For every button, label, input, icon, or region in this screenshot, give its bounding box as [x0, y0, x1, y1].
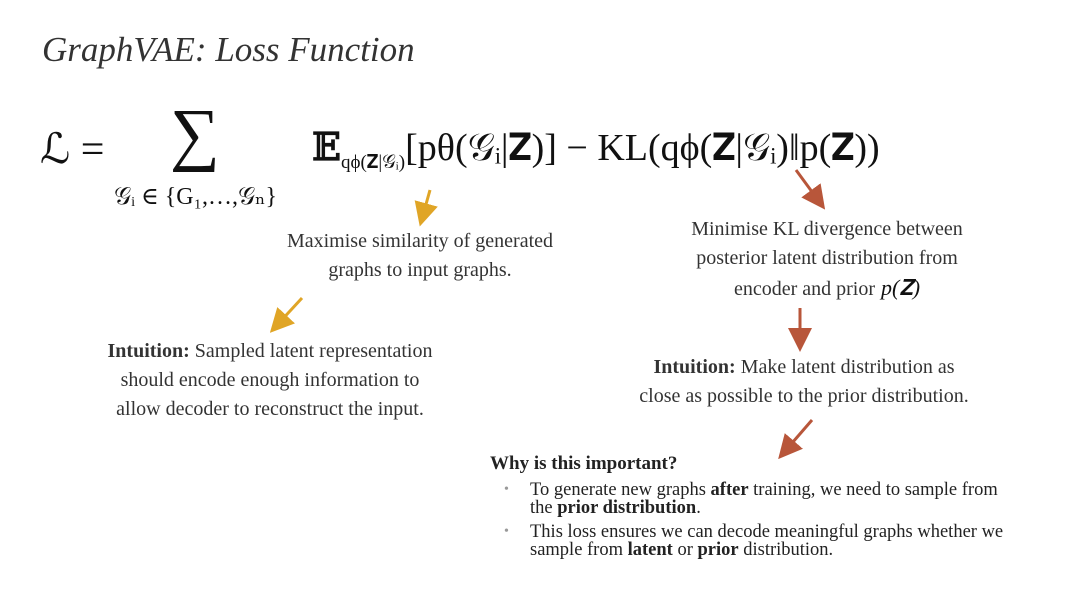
intuition-right-line-2: close as possible to the prior distribution.: [639, 385, 969, 407]
intuition-left-text-1: Sampled latent representation: [189, 340, 433, 362]
kl-line-3: encoder and prior: [733, 278, 875, 300]
prior-pz: p(𝐙): [881, 275, 921, 300]
intuition-right-text-1: Make latent distribution as: [735, 356, 955, 378]
bullet-icon: •: [504, 524, 509, 539]
bullet-2-text-a: This loss ensures we can decode meaningful graphs whether we sample from: [530, 522, 1004, 560]
bullet-1-text-c: training, we need to sample from the: [530, 480, 998, 518]
loss-term-body: [pθ(𝒢ᵢ|𝐙)] − KL(qϕ(𝐙|𝒢ᵢ)‖p(𝐙)): [405, 127, 880, 169]
arrow-kl-red-icon: [796, 170, 818, 200]
expectation-symbol: 𝔼: [312, 124, 341, 169]
slide-title: GraphVAE: Loss Function: [42, 30, 415, 69]
intuition-right-label: Intuition:: [653, 356, 736, 378]
sum-symbol: ∑: [170, 96, 220, 173]
bullet-2-bold-latent: latent: [627, 540, 673, 560]
expectation-subscript: qϕ(𝐙|𝒢ᵢ): [340, 152, 406, 173]
arrow-down-yellow-icon: [423, 190, 430, 215]
arrow-diag-yellow-icon: [278, 298, 302, 324]
why-heading: Why is this important?: [490, 453, 678, 474]
bullet-2-text-c: or: [672, 540, 698, 560]
reconstruction-line-2: graphs to input graphs.: [328, 259, 512, 281]
bullet-2-bold-prior: prior: [697, 540, 739, 560]
bullet-icon: •: [504, 482, 509, 497]
intuition-left-line-3: allow decoder to reconstruct the input.: [116, 398, 424, 420]
bullet-1-bold-prior: prior distribution: [557, 498, 697, 518]
intuition-left-line-2: should encode enough information to: [120, 369, 420, 391]
arrow-why-red-icon: [786, 420, 812, 450]
bullet-1-bold-after: after: [710, 480, 749, 500]
kl-line-1: Minimise KL divergence between: [691, 218, 963, 240]
reconstruction-line-1: Maximise similarity of generated: [286, 230, 554, 252]
sum-subscript: 𝒢ᵢ ∈ {G₁,…,𝒢ₙ}: [114, 184, 277, 210]
bullet-1-text-e: .: [696, 498, 701, 518]
loss-lhs: ℒ =: [40, 127, 105, 173]
bullet-1-text-a: To generate new graphs: [530, 480, 711, 500]
kl-line-2: posterior latent distribution from: [696, 247, 958, 269]
bullet-2-text-e: distribution.: [738, 540, 834, 560]
intuition-left-label: Intuition:: [107, 340, 190, 362]
